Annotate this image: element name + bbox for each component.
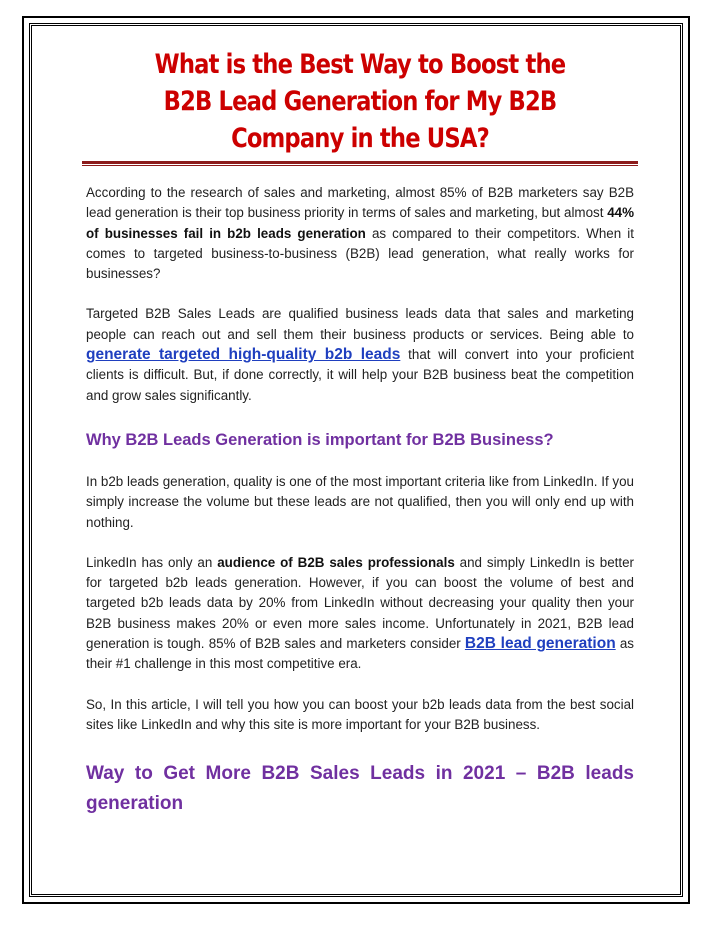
paragraph-intro [86,183,634,284]
document-title: What is the Best Way to Boost the B2B Lead Generation for My B2B Company in the USA? [154,49,566,154]
paragraph-text: According to the research of sales and marketing, almost 85% of B2B marketers say B2B lead generation is their top business priority in terms of sales and marketing, but almost [86,185,634,221]
paragraph-text: Targeted B2B Sales Leads are qualified business leads data that sales and marketing people can reach out and sell them their business products or services. Being able to [86,306,634,342]
title-divider [82,161,638,166]
paragraph-text: as compared to their competitors. When it comes to targeted business-to-business (B2B) lead generation, what really works for businesses? [86,225,634,282]
b2b-lead-generation-link[interactable]: B2B lead generation [464,635,616,653]
paragraph-text: and simply LinkedIn is better for targeted b2b leads generation. However, if you can boost the volume of best and targeted b2b leads data by 20% from LinkedIn without decreasing your quality then your B2B business makes 20% or even more sales income. Unfortunately in 2021, B2B lead generation is tough. 85% of B2B sales and marketers consider [86,554,634,652]
section-heading-why: Why B2B Leads Generation is important for B2B Business? [86,430,554,449]
paragraph-linkedin [86,553,634,675]
bold-phrase: 44% of businesses fail in b2b leads generation [86,205,634,241]
paragraph-gap [86,284,634,304]
generate-leads-link[interactable]: generate targeted high-quality b2b leads [86,346,401,364]
paragraph-article-intro: So, In this article, I will tell you how you can boost your b2b leads data from the best social sites like LinkedIn and why this site is more important for your B2B business. [86,696,634,732]
section-heading-way: Way to Get More B2B Sales Leads in 2021 – B2B leads generation [86,763,634,815]
document-body [86,46,634,819]
paragraph-gap [86,675,634,695]
bold-phrase: audience of B2B sales professionals [217,554,455,570]
paragraph-text: LinkedIn has only an [86,554,218,570]
paragraph-gap [86,533,634,553]
paragraph-quality: In b2b leads generation, quality is one of the most important criteria like from LinkedIn. If you simply increase the volume but these leads are not qualified, then you will only end up with nothing. [86,473,634,530]
paragraph-text: that will convert into your proficient clients is difficult. But, if done correctly, it will help your B2B business beat the competition and grow sales significantly. [86,347,634,403]
paragraph-targeted-leads [86,304,634,405]
paragraph-text: as their #1 challenge in this most competitive era. [86,636,634,672]
